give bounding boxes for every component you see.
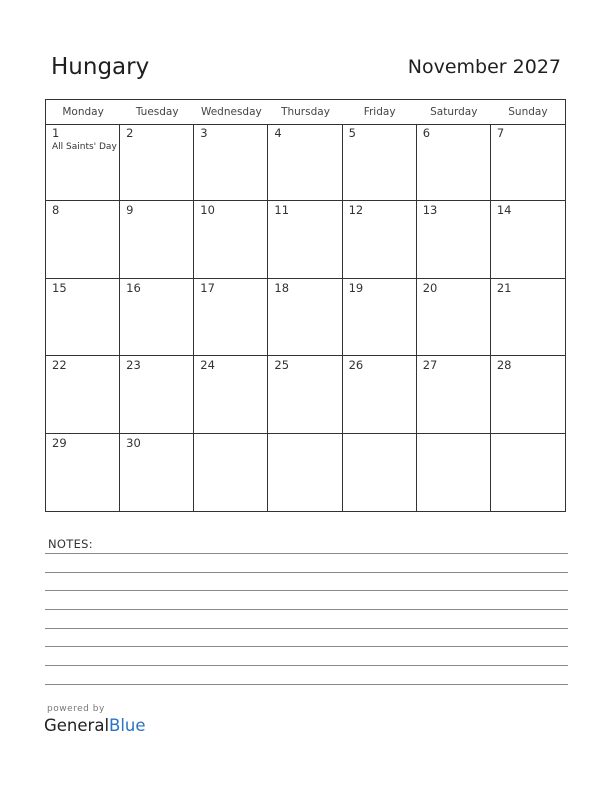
weekday-header: Monday (62, 106, 104, 118)
day-cell[interactable] (46, 434, 120, 511)
day-cell[interactable] (268, 434, 342, 511)
day-number: 12 (348, 203, 364, 218)
day-cell[interactable] (343, 356, 417, 433)
day-number: 17 (200, 280, 215, 295)
day-number: 7 (496, 126, 505, 140)
day-cell[interactable] (120, 279, 194, 356)
day-cell[interactable] (343, 124, 417, 201)
day-cell[interactable] (268, 124, 342, 201)
notes-line (45, 684, 568, 685)
day-number: 23 (126, 358, 141, 373)
day-cell[interactable] (194, 279, 268, 356)
weekday-header-row (46, 100, 565, 125)
day-number: 2 (126, 126, 134, 140)
brand-blue: Blue (109, 716, 146, 735)
day-cell[interactable] (46, 356, 120, 433)
day-cell[interactable] (417, 434, 491, 511)
day-number: 5 (348, 126, 356, 140)
day-cell[interactable] (46, 279, 120, 356)
day-cell[interactable] (491, 356, 565, 433)
notes-line (45, 665, 568, 666)
weekday-header: Tuesday (135, 106, 179, 118)
day-number: 19 (348, 280, 364, 295)
country-title: Hungary (51, 54, 150, 80)
day-cell[interactable] (417, 356, 491, 433)
notes-line (45, 553, 568, 554)
day-number: 22 (52, 358, 67, 373)
day-number: 9 (126, 203, 134, 218)
notes-line (45, 628, 568, 629)
day-cell[interactable] (268, 279, 342, 356)
weekday-header: Sunday (508, 106, 548, 118)
day-cell[interactable] (194, 201, 268, 278)
day-cell[interactable] (343, 201, 417, 278)
weekday-header: Wednesday (200, 106, 262, 118)
day-cell[interactable] (491, 434, 565, 511)
day-cell[interactable] (194, 356, 268, 433)
day-cell[interactable] (491, 201, 565, 278)
day-number: 24 (200, 358, 215, 373)
day-cell[interactable] (491, 124, 565, 201)
day-cell[interactable] (268, 201, 342, 278)
day-cell[interactable] (417, 279, 491, 356)
day-cell[interactable] (343, 279, 417, 356)
notes-line (45, 590, 568, 591)
day-cell[interactable] (46, 124, 120, 201)
day-number: 3 (200, 126, 208, 140)
day-number: 18 (274, 280, 290, 295)
weekday-header: Saturday (430, 106, 478, 118)
notes-line (45, 646, 568, 647)
day-number: 10 (200, 203, 215, 218)
generalblue-logo[interactable] (44, 716, 146, 735)
day-cell[interactable] (120, 434, 194, 511)
day-number: 25 (274, 358, 290, 373)
day-number: 14 (496, 203, 512, 218)
day-cell[interactable] (491, 279, 565, 356)
day-number: 28 (496, 358, 512, 373)
day-cell[interactable] (417, 124, 491, 201)
day-grid (46, 124, 565, 511)
day-cell[interactable] (120, 124, 194, 201)
month-title: November 2027 (407, 56, 561, 78)
day-number: 26 (348, 358, 364, 373)
notes-line (45, 572, 568, 573)
day-cell[interactable] (194, 434, 268, 511)
day-cell[interactable] (120, 356, 194, 433)
day-number: 20 (422, 280, 438, 295)
day-cell[interactable] (268, 356, 342, 433)
day-number: 6 (422, 126, 431, 140)
notes-label: NOTES: (48, 537, 93, 551)
powered-by-text: powered by (47, 704, 105, 714)
calendar-grid (45, 99, 566, 512)
day-number: 4 (274, 126, 282, 140)
day-number: 27 (422, 358, 438, 373)
day-cell[interactable] (120, 201, 194, 278)
day-cell[interactable] (417, 201, 491, 278)
holiday-label: All Saints' Day (52, 142, 117, 152)
day-cell[interactable] (194, 124, 268, 201)
day-number: 15 (52, 280, 67, 295)
day-cell[interactable] (46, 201, 120, 278)
day-number: 8 (52, 203, 60, 218)
day-number: 29 (52, 435, 67, 450)
weekday-header: Friday (363, 106, 396, 118)
day-number: 16 (126, 280, 141, 295)
weekday-header: Thursday (281, 106, 330, 118)
day-cell[interactable] (343, 434, 417, 511)
day-number: 30 (126, 435, 141, 450)
day-number: 1 (52, 126, 60, 140)
notes-line (45, 609, 568, 610)
day-number: 11 (274, 203, 290, 218)
day-number: 13 (422, 203, 438, 218)
brand-general: General (44, 716, 110, 735)
day-number: 21 (496, 280, 512, 295)
